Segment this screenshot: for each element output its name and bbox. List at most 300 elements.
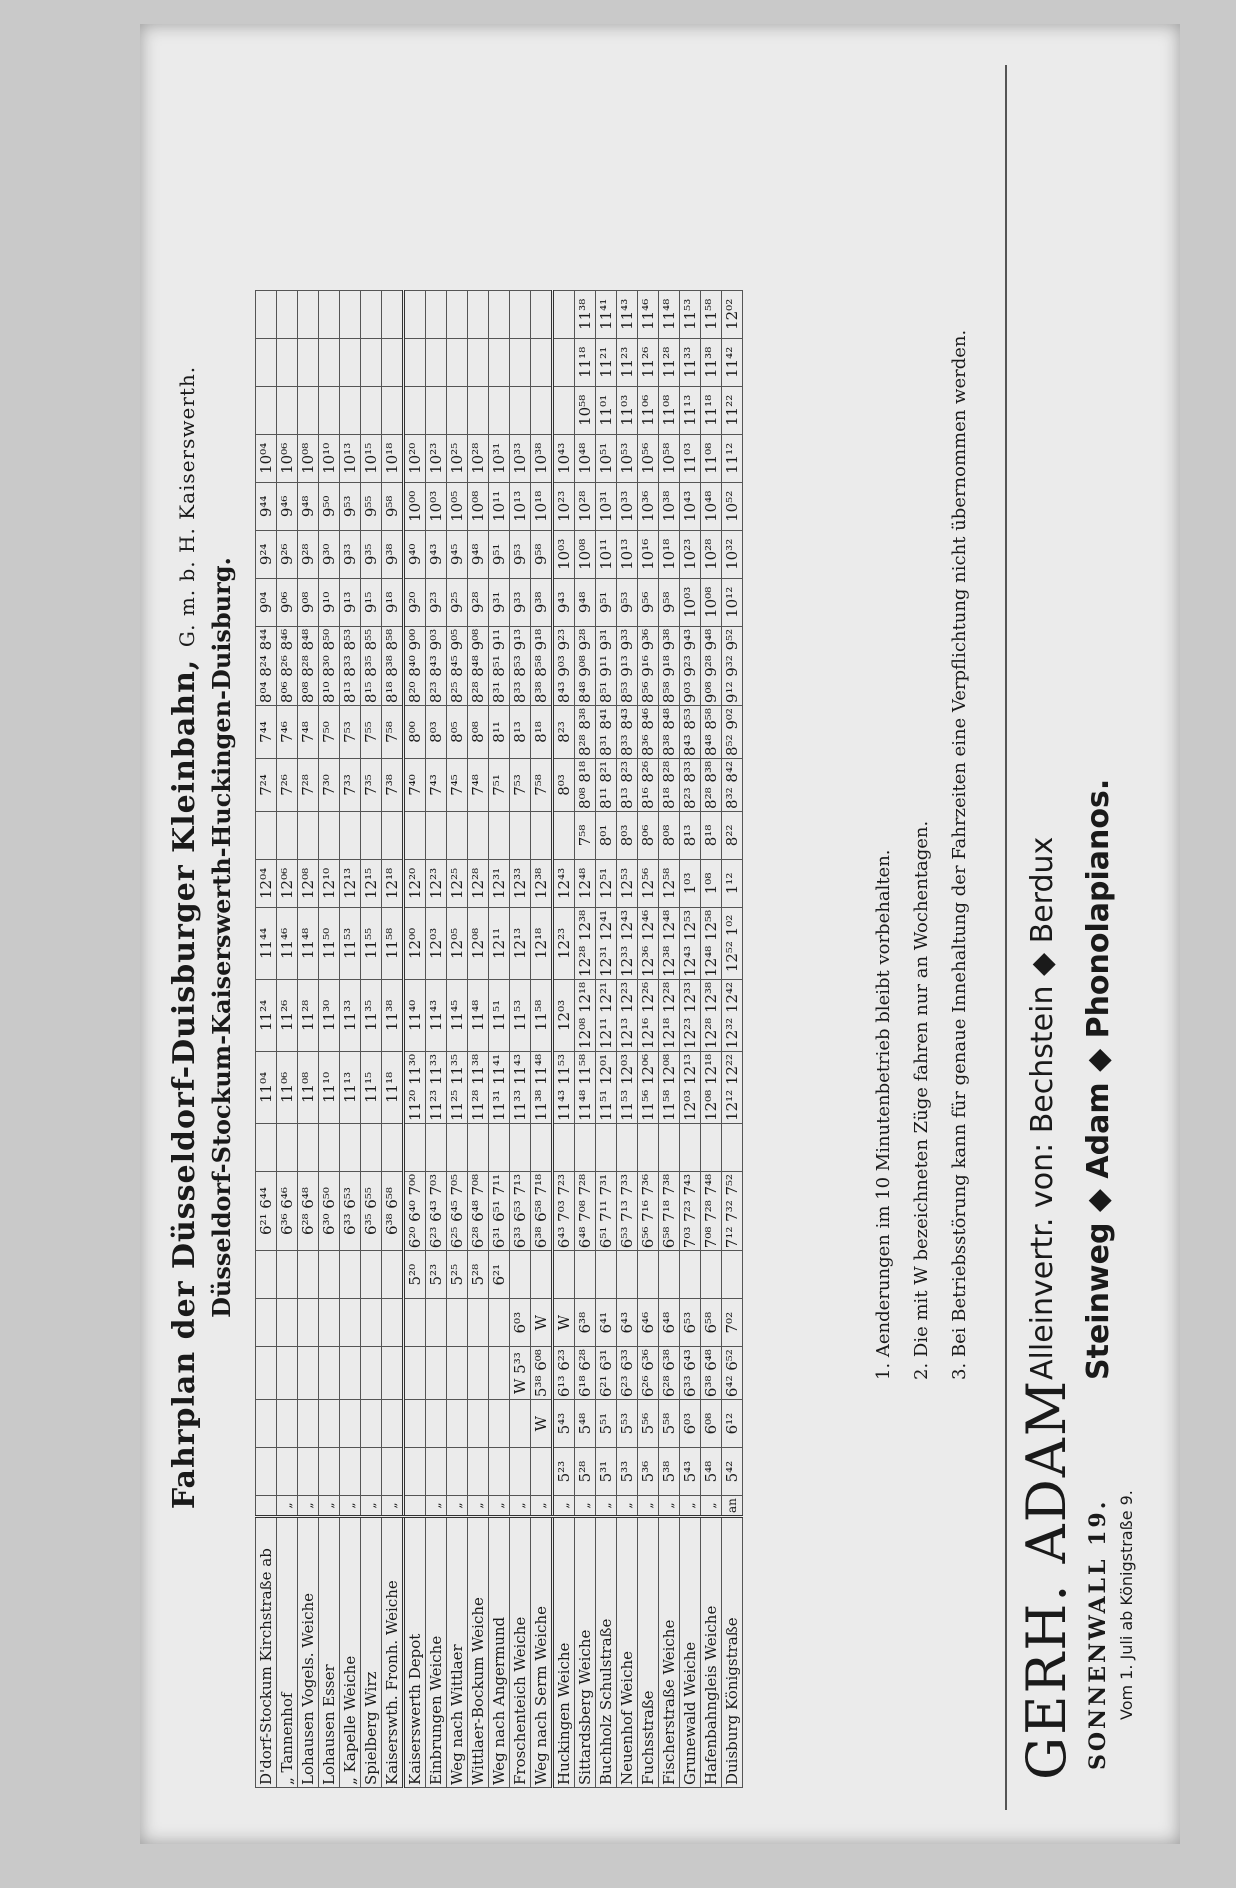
time-cell: 5⁵¹ bbox=[596, 1400, 617, 1448]
time-cell: 8⁰³ bbox=[553, 759, 575, 812]
time-cell bbox=[382, 811, 404, 859]
time-cell: 11⁴⁸ bbox=[659, 290, 680, 338]
time-cell: 6²⁶ 6³⁶ bbox=[638, 1347, 659, 1400]
time-cell: 12¹⁰ bbox=[319, 859, 340, 907]
time-cell bbox=[361, 1347, 382, 1400]
time-cell: 8⁵⁸ 9¹⁸ 9³⁸ bbox=[659, 626, 680, 705]
time-cell: 6³⁸ 6⁴⁸ bbox=[701, 1347, 722, 1400]
time-cell: 8²⁵ 8⁴⁵ 9⁰⁵ bbox=[447, 626, 468, 705]
row-mark: „ bbox=[298, 1496, 319, 1517]
time-cell: 6⁰⁸ bbox=[701, 1400, 722, 1448]
time-cell: 6⁰³ bbox=[680, 1400, 701, 1448]
table-row bbox=[382, 290, 404, 1787]
time-cell: 7²⁴ bbox=[256, 759, 277, 812]
time-cell bbox=[680, 1251, 701, 1299]
footnote: 2. Die mit W bezeichneten Züge fahren nur an Wochentagen. bbox=[911, 820, 932, 1380]
time-cell bbox=[722, 1251, 743, 1299]
time-cell bbox=[340, 290, 361, 338]
time-cell: 7²⁸ bbox=[298, 759, 319, 812]
time-cell bbox=[361, 811, 382, 859]
time-cell bbox=[298, 386, 319, 434]
time-cell: 9⁵⁸ bbox=[531, 530, 553, 578]
time-cell: 12¹² 12²² bbox=[722, 1051, 743, 1123]
station-name: Spielberg Wirz bbox=[361, 1517, 382, 1788]
time-cell bbox=[596, 1123, 617, 1171]
time-cell: 8¹⁸ bbox=[701, 811, 722, 859]
time-cell: 6³⁸ 6⁵⁸ bbox=[382, 1171, 404, 1250]
time-cell: 11²⁸ bbox=[298, 979, 319, 1051]
time-cell: 8¹⁸ bbox=[531, 706, 553, 759]
time-cell bbox=[340, 1299, 361, 1347]
table-row bbox=[468, 290, 489, 1787]
time-cell: 9⁴⁸ bbox=[298, 482, 319, 530]
time-cell: 8⁵² 9⁰² bbox=[722, 706, 743, 759]
row-mark bbox=[404, 1496, 426, 1517]
time-cell: 8²³ 8³³ bbox=[680, 759, 701, 812]
time-cell: 9³⁸ bbox=[531, 578, 553, 626]
time-cell: 11¹⁵ bbox=[361, 1051, 382, 1123]
time-cell bbox=[510, 338, 531, 386]
time-cell: 10¹⁸ bbox=[531, 482, 553, 530]
time-cell: 7⁴⁸ bbox=[468, 759, 489, 812]
time-cell: 5²⁸ bbox=[575, 1448, 596, 1496]
time-cell: 11³⁸ bbox=[575, 290, 596, 338]
time-cell bbox=[361, 1400, 382, 1448]
time-cell bbox=[298, 1400, 319, 1448]
row-mark: „ bbox=[659, 1496, 680, 1517]
table-row bbox=[426, 290, 447, 1787]
row-mark: „ bbox=[553, 1496, 575, 1517]
time-cell: 11²² bbox=[722, 386, 743, 434]
time-cell: 8¹⁵ 8³⁵ 8⁵⁵ bbox=[361, 626, 382, 705]
time-cell: 6⁴¹ bbox=[596, 1299, 617, 1347]
time-cell bbox=[256, 1251, 277, 1299]
time-cell bbox=[468, 338, 489, 386]
time-cell: 5²⁰ bbox=[404, 1251, 426, 1299]
row-mark: „ bbox=[340, 1496, 361, 1517]
station-name: Weg nach Wittlaer bbox=[447, 1517, 468, 1788]
time-cell bbox=[382, 1251, 404, 1299]
station-name: „ Tannenhof bbox=[277, 1517, 298, 1788]
time-cell: 11³¹ 11⁴¹ bbox=[489, 1051, 510, 1123]
time-cell: 9¹⁰ bbox=[319, 578, 340, 626]
time-cell: 10⁴⁸ bbox=[701, 482, 722, 530]
time-cell: 11¹³ bbox=[680, 386, 701, 434]
time-cell: 11³⁵ bbox=[361, 979, 382, 1051]
station-name: Kaiserswerth Depot bbox=[404, 1517, 426, 1788]
time-cell: 8¹⁸ 8³⁸ 8⁵⁸ bbox=[382, 626, 404, 705]
time-cell: 8²³ 8⁴³ 9⁰³ bbox=[426, 626, 447, 705]
time-cell: 7⁵³ bbox=[340, 706, 361, 759]
time-cell: 9³⁸ bbox=[382, 530, 404, 578]
time-cell: 9⁴⁵ bbox=[447, 530, 468, 578]
station-name: Duisburg Königstraße bbox=[722, 1517, 743, 1788]
time-cell: 12³¹ bbox=[489, 859, 510, 907]
time-cell: 7⁴⁶ bbox=[277, 706, 298, 759]
time-cell bbox=[489, 386, 510, 434]
timetable-page bbox=[145, 65, 1145, 1810]
row-mark: „ bbox=[426, 1496, 447, 1517]
time-cell: 7⁴⁴ bbox=[256, 706, 277, 759]
advertisement bbox=[1005, 65, 1147, 1810]
time-cell bbox=[489, 1123, 510, 1171]
station-name: Lohausen Esser bbox=[319, 1517, 340, 1788]
time-cell: 6²³ 6³³ bbox=[617, 1347, 638, 1400]
time-cell: 9⁵³ bbox=[340, 482, 361, 530]
time-cell: 12³⁸ bbox=[531, 859, 553, 907]
time-cell: 9²⁸ bbox=[468, 578, 489, 626]
time-cell bbox=[277, 811, 298, 859]
time-cell bbox=[575, 1123, 596, 1171]
time-cell: 11⁵¹ bbox=[489, 979, 510, 1051]
time-cell: 9⁰³ 9²³ 9⁴³ bbox=[680, 626, 701, 705]
time-cell bbox=[340, 1123, 361, 1171]
time-cell: 11⁰³ bbox=[617, 386, 638, 434]
time-cell: 12²⁰ bbox=[404, 859, 426, 907]
time-cell: 9⁵⁶ bbox=[638, 578, 659, 626]
time-cell: 7⁴⁵ bbox=[447, 759, 468, 812]
station-name: Kaiserswth. Fronh. Weiche bbox=[382, 1517, 404, 1788]
time-cell: 9¹³ bbox=[340, 578, 361, 626]
time-cell: 12⁴³ bbox=[553, 859, 575, 907]
time-cell: 12²⁸ 12³⁸ bbox=[575, 907, 596, 979]
time-cell: 11⁴⁶ bbox=[638, 290, 659, 338]
time-cell: 12³³ bbox=[510, 859, 531, 907]
row-mark bbox=[256, 1496, 277, 1517]
time-cell: 9⁰⁸ 9²⁸ 9⁴⁸ bbox=[701, 626, 722, 705]
time-cell: 9⁵¹ bbox=[489, 530, 510, 578]
time-cell: 5²³ bbox=[553, 1448, 575, 1496]
time-cell: 11⁵⁸ bbox=[531, 979, 553, 1051]
time-cell: 10⁵⁸ bbox=[575, 386, 596, 434]
table-row bbox=[596, 290, 617, 1787]
time-cell bbox=[277, 338, 298, 386]
time-cell: 8²⁰ 8⁴⁰ 9⁰⁰ bbox=[404, 626, 426, 705]
time-cell: 11²⁴ bbox=[256, 979, 277, 1051]
time-cell bbox=[426, 1299, 447, 1347]
time-cell bbox=[659, 1123, 680, 1171]
time-cell: 6³⁵ 6⁵⁵ bbox=[361, 1171, 382, 1250]
time-cell: 10¹² bbox=[722, 578, 743, 626]
station-name: Weg nach Serm Weiche bbox=[531, 1517, 553, 1788]
time-cell: 10⁰³ bbox=[680, 578, 701, 626]
time-cell bbox=[596, 1251, 617, 1299]
time-cell: 5⁴³ bbox=[553, 1400, 575, 1448]
time-cell: 9⁵⁸ bbox=[382, 482, 404, 530]
time-cell bbox=[680, 1123, 701, 1171]
time-cell: 8⁰³ bbox=[426, 706, 447, 759]
time-cell: 11²³ 11³³ bbox=[426, 1051, 447, 1123]
time-cell: 7⁴⁰ bbox=[404, 759, 426, 812]
time-cell: 9²³ bbox=[426, 578, 447, 626]
time-cell bbox=[319, 290, 340, 338]
time-cell bbox=[319, 1347, 340, 1400]
time-cell: 11³⁰ bbox=[319, 979, 340, 1051]
time-cell: 10⁰⁵ bbox=[447, 482, 468, 530]
time-cell: 9³¹ bbox=[489, 578, 510, 626]
time-cell bbox=[489, 338, 510, 386]
timetable bbox=[255, 290, 743, 1788]
time-cell bbox=[617, 1251, 638, 1299]
time-cell bbox=[319, 386, 340, 434]
time-cell bbox=[404, 386, 426, 434]
time-cell bbox=[531, 811, 553, 859]
time-cell: 12⁰⁸ 12¹⁸ bbox=[701, 1051, 722, 1123]
time-cell: 6⁵¹ 7¹¹ 7³¹ bbox=[596, 1171, 617, 1250]
time-cell: 9⁴⁸ bbox=[575, 578, 596, 626]
time-cell: 8³² 8⁴² bbox=[722, 759, 743, 812]
ad-line-2: Steinweg ◆ Adam ◆ Phonolapianos. bbox=[1081, 778, 1116, 1380]
time-cell: 8¹³ bbox=[680, 811, 701, 859]
time-cell bbox=[468, 1448, 489, 1496]
time-cell: 12²³ bbox=[553, 907, 575, 979]
time-cell: 10¹⁰ bbox=[319, 434, 340, 482]
time-cell: 6⁴³ 7⁰³ 7²³ bbox=[553, 1171, 575, 1250]
time-cell bbox=[489, 1448, 510, 1496]
time-cell: 6³⁰ 6⁵⁰ bbox=[319, 1171, 340, 1250]
time-cell: 10³² bbox=[722, 530, 743, 578]
time-cell bbox=[382, 338, 404, 386]
time-cell: 10⁰⁸ bbox=[468, 482, 489, 530]
time-cell bbox=[426, 386, 447, 434]
time-cell: 7³⁸ bbox=[382, 759, 404, 812]
time-cell: 12¹³ bbox=[510, 907, 531, 979]
time-cell: W bbox=[531, 1400, 553, 1448]
time-cell: 12⁰² bbox=[722, 290, 743, 338]
table-row bbox=[701, 290, 722, 1787]
time-cell: 11⁵⁸ bbox=[701, 290, 722, 338]
table-row bbox=[404, 290, 426, 1787]
time-cell bbox=[489, 1400, 510, 1448]
station-name: Wittlaer-Bockum Weiche bbox=[468, 1517, 489, 1788]
table-row bbox=[553, 290, 575, 1787]
time-cell bbox=[277, 1251, 298, 1299]
time-cell bbox=[426, 1448, 447, 1496]
time-cell: 8³⁶ 8⁴⁶ bbox=[638, 706, 659, 759]
time-cell: 8¹³ 8²³ bbox=[617, 759, 638, 812]
time-cell: 11¹⁸ bbox=[575, 338, 596, 386]
table-row bbox=[638, 290, 659, 1787]
table-row bbox=[617, 290, 638, 1787]
time-cell: 11⁵⁸ 12⁰⁸ bbox=[659, 1051, 680, 1123]
time-cell: 9⁵³ bbox=[510, 530, 531, 578]
time-cell: 11⁰⁴ bbox=[256, 1051, 277, 1123]
ad-address: SONNENWALL 19. bbox=[1085, 1498, 1111, 1770]
time-cell: 10⁰³ bbox=[426, 482, 447, 530]
time-cell bbox=[256, 1123, 277, 1171]
time-cell: 11²⁰ 11³⁰ bbox=[404, 1051, 426, 1123]
time-cell bbox=[298, 338, 319, 386]
time-cell: 8⁵³ 9¹³ 9³³ bbox=[617, 626, 638, 705]
time-cell bbox=[638, 1123, 659, 1171]
time-cell: 12³³ 12⁴³ bbox=[617, 907, 638, 979]
time-cell: 11¹³ bbox=[340, 1051, 361, 1123]
time-cell: 9⁵⁰ bbox=[319, 482, 340, 530]
time-cell: 11⁰⁸ bbox=[701, 434, 722, 482]
time-cell: 11⁵¹ 12⁰¹ bbox=[596, 1051, 617, 1123]
time-cell: 10¹³ bbox=[340, 434, 361, 482]
time-cell: 9⁵¹ bbox=[596, 578, 617, 626]
time-cell: 9⁴³ bbox=[426, 530, 447, 578]
time-cell: 5²³ bbox=[426, 1251, 447, 1299]
station-name: Weg nach Angermund bbox=[489, 1517, 510, 1788]
time-cell bbox=[404, 1123, 426, 1171]
row-mark: „ bbox=[382, 1496, 404, 1517]
time-cell: 9⁰⁴ bbox=[256, 578, 277, 626]
time-cell: 11¹² bbox=[722, 434, 743, 482]
table-row bbox=[722, 290, 743, 1787]
time-cell bbox=[447, 811, 468, 859]
time-cell: 6⁰³ bbox=[510, 1299, 531, 1347]
time-cell: 12¹¹ 12²¹ bbox=[596, 979, 617, 1051]
time-cell: 10¹⁸ bbox=[382, 434, 404, 482]
time-cell: 8¹⁶ 8²⁶ bbox=[638, 759, 659, 812]
time-cell: 6⁴² 6⁵² bbox=[722, 1347, 743, 1400]
time-cell bbox=[426, 811, 447, 859]
station-name: Froschenteich Weiche bbox=[510, 1517, 531, 1788]
time-cell: 12⁰⁰ bbox=[404, 907, 426, 979]
time-cell: 10⁰⁶ bbox=[277, 434, 298, 482]
time-cell: 6⁴³ bbox=[617, 1299, 638, 1347]
table-row bbox=[277, 290, 298, 1787]
time-cell bbox=[553, 1123, 575, 1171]
time-cell bbox=[510, 1251, 531, 1299]
time-cell: 10²⁸ bbox=[468, 434, 489, 482]
time-cell: 7⁰² bbox=[722, 1299, 743, 1347]
time-cell: 8²⁸ 8³⁸ bbox=[701, 759, 722, 812]
time-cell bbox=[468, 1400, 489, 1448]
row-mark: „ bbox=[638, 1496, 659, 1517]
time-cell: 12²³ 12³³ bbox=[680, 979, 701, 1051]
time-cell bbox=[426, 1123, 447, 1171]
time-cell bbox=[489, 1299, 510, 1347]
time-cell: 7⁵⁰ bbox=[319, 706, 340, 759]
time-cell: 11²⁵ 11³⁵ bbox=[447, 1051, 468, 1123]
time-cell bbox=[447, 290, 468, 338]
time-cell: 8⁰⁰ bbox=[404, 706, 426, 759]
time-cell: 8³¹ 8⁴¹ bbox=[596, 706, 617, 759]
time-cell bbox=[340, 1251, 361, 1299]
time-cell: 10⁴³ bbox=[680, 482, 701, 530]
time-cell bbox=[553, 338, 575, 386]
time-cell: 12²⁵ bbox=[447, 859, 468, 907]
time-cell bbox=[510, 386, 531, 434]
time-cell: 8¹³ 8³³ 8⁵³ bbox=[340, 626, 361, 705]
time-cell: 12⁰⁸ bbox=[468, 907, 489, 979]
time-cell bbox=[553, 1251, 575, 1299]
time-cell bbox=[277, 1448, 298, 1496]
time-cell bbox=[404, 1299, 426, 1347]
time-cell: 11⁵³ 12⁰³ bbox=[617, 1051, 638, 1123]
time-cell: 8⁴³ 9⁰³ 9²³ bbox=[553, 626, 575, 705]
time-cell: 10²³ bbox=[553, 482, 575, 530]
time-cell: 11²³ bbox=[617, 338, 638, 386]
time-cell: 11⁰⁸ bbox=[298, 1051, 319, 1123]
time-cell: 8⁰⁸ bbox=[659, 811, 680, 859]
time-cell: 8⁰¹ bbox=[596, 811, 617, 859]
time-cell: 10⁰⁸ bbox=[701, 578, 722, 626]
time-cell bbox=[510, 811, 531, 859]
time-cell: 11⁰⁶ bbox=[638, 386, 659, 434]
time-cell: 8¹¹ 8²¹ bbox=[596, 759, 617, 812]
page-subtitle: Düsseldorf-Stockum-Kaiserswerth-Huckingen-Duisburg. bbox=[207, 557, 236, 1318]
time-cell: 9⁰⁸ bbox=[298, 578, 319, 626]
time-cell: 11¹⁸ bbox=[382, 1051, 404, 1123]
time-cell: 8³³ 8⁴³ bbox=[617, 706, 638, 759]
time-cell: 9⁴⁴ bbox=[256, 482, 277, 530]
table-row bbox=[256, 290, 277, 1787]
time-cell bbox=[256, 338, 277, 386]
time-cell: 12⁴³ 12⁵³ bbox=[680, 907, 701, 979]
row-mark: „ bbox=[489, 1496, 510, 1517]
time-cell: 11⁴³ bbox=[617, 290, 638, 338]
time-cell: 9⁴³ bbox=[553, 578, 575, 626]
time-cell: 11⁴⁸ 11⁵⁸ bbox=[575, 1051, 596, 1123]
time-cell bbox=[638, 1251, 659, 1299]
time-cell: 9²⁴ bbox=[256, 530, 277, 578]
time-cell bbox=[447, 338, 468, 386]
time-cell: 5⁵³ bbox=[617, 1400, 638, 1448]
time-cell: 11⁵³ bbox=[340, 907, 361, 979]
time-cell: 11³⁸ 11⁴⁸ bbox=[531, 1051, 553, 1123]
time-cell: 6¹³ 6²³ bbox=[553, 1347, 575, 1400]
time-cell: 11²⁶ bbox=[638, 338, 659, 386]
time-cell: 10⁵⁶ bbox=[638, 434, 659, 482]
time-cell: 7⁴³ bbox=[426, 759, 447, 812]
time-cell bbox=[531, 290, 553, 338]
time-cell: 6³⁸ 6⁵⁸ 7¹⁸ bbox=[531, 1171, 553, 1250]
time-cell: 12⁰³ bbox=[426, 907, 447, 979]
time-cell bbox=[382, 1347, 404, 1400]
time-cell: 11³⁸ bbox=[382, 979, 404, 1051]
time-cell bbox=[382, 290, 404, 338]
time-cell: 5⁴⁸ bbox=[701, 1448, 722, 1496]
time-cell bbox=[701, 1251, 722, 1299]
time-cell bbox=[277, 1347, 298, 1400]
time-cell: 12¹⁵ bbox=[361, 859, 382, 907]
time-cell bbox=[256, 1448, 277, 1496]
table-row bbox=[340, 290, 361, 1787]
time-cell: 9³⁰ bbox=[319, 530, 340, 578]
time-cell bbox=[256, 811, 277, 859]
time-cell bbox=[404, 1448, 426, 1496]
time-cell bbox=[277, 1299, 298, 1347]
time-cell: 11⁴³ 11⁵³ bbox=[553, 1051, 575, 1123]
station-name: Buchholz Schulstraße bbox=[596, 1517, 617, 1788]
time-cell bbox=[468, 1123, 489, 1171]
time-cell: 11³³ bbox=[340, 979, 361, 1051]
time-cell: 11⁴⁸ bbox=[298, 907, 319, 979]
time-cell: 6⁵³ 7¹³ 7³³ bbox=[617, 1171, 638, 1250]
time-cell bbox=[256, 1299, 277, 1347]
time-cell: 8⁴⁸ 8⁵⁸ bbox=[701, 706, 722, 759]
time-cell: 10¹³ bbox=[510, 482, 531, 530]
time-cell: 12⁵¹ bbox=[596, 859, 617, 907]
time-cell bbox=[361, 1123, 382, 1171]
time-cell: 11³³ bbox=[680, 338, 701, 386]
time-cell: 10⁵³ bbox=[617, 434, 638, 482]
time-cell: 11⁰⁶ bbox=[277, 1051, 298, 1123]
time-cell bbox=[382, 1299, 404, 1347]
time-cell: 6⁵³ bbox=[680, 1299, 701, 1347]
time-cell bbox=[426, 290, 447, 338]
time-cell bbox=[319, 338, 340, 386]
time-cell bbox=[277, 386, 298, 434]
time-cell: 8⁰⁵ bbox=[447, 706, 468, 759]
time-cell: 9⁴⁶ bbox=[277, 482, 298, 530]
time-cell: 6⁵⁸ bbox=[701, 1299, 722, 1347]
table-row bbox=[575, 290, 596, 1787]
